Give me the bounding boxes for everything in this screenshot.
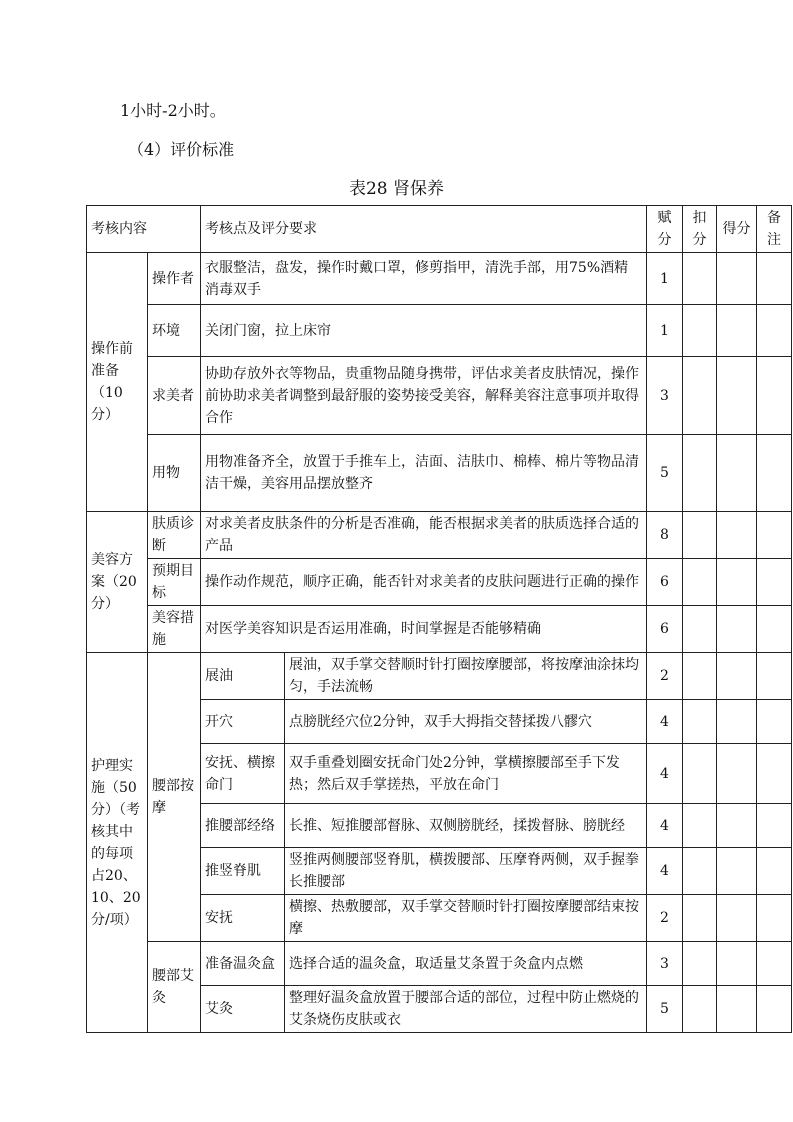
deduct-cell [683, 305, 717, 357]
note-cell [757, 512, 792, 559]
table-row [87, 559, 792, 606]
item-desc: 竖推两侧腰部竖脊肌，横拨腰部、压摩脊两侧，双手握拳长推腰部 [285, 848, 647, 895]
deduct-cell [683, 606, 717, 653]
get-cell [717, 559, 757, 606]
header-content: 考核内容 [87, 206, 201, 253]
item-desc: 双手重叠划圈安抚命门处2分钟，掌横擦腰部至手下发热；然后双手掌搓热，平放在命门 [285, 744, 647, 804]
get-cell [717, 895, 757, 942]
get-cell [717, 744, 757, 804]
table-row [87, 942, 792, 986]
deduct-cell [683, 357, 717, 435]
deduct-cell [683, 435, 717, 512]
item-score: 6 [647, 606, 683, 653]
note-cell [757, 559, 792, 606]
table-row [87, 357, 792, 435]
table-title: 表28 肾保养 [348, 179, 445, 199]
item-desc: 点膀胱经穴位2分钟，双手大拇指交替揉拨八髎穴 [285, 700, 647, 744]
table-row [87, 305, 792, 357]
get-cell [717, 848, 757, 895]
deduct-cell [683, 942, 717, 986]
note-cell [757, 435, 792, 512]
item-label: 安抚 [201, 895, 285, 942]
item-score: 2 [647, 653, 683, 700]
get-cell [717, 305, 757, 357]
note-cell [757, 700, 792, 744]
category-prep: 操作前准备（10分） [87, 253, 148, 512]
header-deduct: 扣分 [683, 206, 717, 253]
header-get: 得分 [717, 206, 757, 253]
deduct-cell [683, 700, 717, 744]
deduct-cell [683, 848, 717, 895]
item-label: 预期目标 [148, 559, 201, 606]
item-score: 5 [647, 986, 683, 1033]
deduct-cell [683, 986, 717, 1033]
item-label: 用物 [148, 435, 201, 512]
note-cell [757, 986, 792, 1033]
get-cell [717, 653, 757, 700]
item-desc: 操作动作规范，顺序正确，能否针对求美者的皮肤问题进行正确的操作 [201, 559, 647, 606]
evaluation-table [86, 205, 792, 1033]
item-desc: 衣服整洁，盘发，操作时戴口罩，修剪指甲，清洗手部，用75%酒精消毒双手 [201, 253, 647, 305]
item-score: 6 [647, 559, 683, 606]
item-desc: 协助存放外衣等物品，贵重物品随身携带，评估求美者皮肤情况，操作前协助求美者调整到最舒服的姿势接受美容，解释美容注意事项并取得合作 [201, 357, 647, 435]
table-row [87, 435, 792, 512]
item-score: 5 [647, 435, 683, 512]
item-desc: 横擦、热敷腰部，双手掌交替顺时针打圈按摩腰部结束按摩 [285, 895, 647, 942]
deduct-cell [683, 895, 717, 942]
note-cell [757, 606, 792, 653]
deduct-cell [683, 512, 717, 559]
item-score: 4 [647, 700, 683, 744]
item-label: 肤质诊断 [148, 512, 201, 559]
item-desc: 展油，双手掌交替顺时针打圈按摩腰部，将按摩油涂抹均匀，手法流畅 [285, 653, 647, 700]
get-cell [717, 512, 757, 559]
item-desc: 用物准备齐全，放置于手推车上，洁面、洁肤巾、棉棒、棉片等物品清洁干燥，美容用品摆放整齐 [201, 435, 647, 512]
item-score: 8 [647, 512, 683, 559]
item-label: 推竖脊肌 [201, 848, 285, 895]
note-cell [757, 253, 792, 305]
item-label: 求美者 [148, 357, 201, 435]
get-cell [717, 986, 757, 1033]
item-label: 安抚、横擦命门 [201, 744, 285, 804]
item-score: 2 [647, 895, 683, 942]
note-cell [757, 848, 792, 895]
get-cell [717, 357, 757, 435]
section-heading-evaluation: （4）评价标准 [128, 140, 235, 159]
item-label: 准备温灸盒 [201, 942, 285, 986]
intro-line-duration: 1小时-2小时。 [120, 101, 226, 120]
item-label: 艾灸 [201, 986, 285, 1033]
item-label: 环境 [148, 305, 201, 357]
get-cell [717, 804, 757, 848]
item-score: 4 [647, 744, 683, 804]
item-label: 推腰部经络 [201, 804, 285, 848]
note-cell [757, 895, 792, 942]
table-row [87, 606, 792, 653]
get-cell [717, 435, 757, 512]
item-score: 3 [647, 942, 683, 986]
deduct-cell [683, 653, 717, 700]
item-score: 4 [647, 848, 683, 895]
get-cell [717, 700, 757, 744]
table-row [87, 512, 792, 559]
subcategory-moxa: 腰部艾灸 [148, 942, 201, 1033]
deduct-cell [683, 253, 717, 305]
category-plan: 美容方案（20分） [87, 512, 148, 653]
item-label: 开穴 [201, 700, 285, 744]
note-cell [757, 804, 792, 848]
deduct-cell [683, 804, 717, 848]
get-cell [717, 942, 757, 986]
get-cell [717, 253, 757, 305]
category-care: 护理实施（50分）（考核其中的每项占20、10、20分/项） [87, 653, 148, 1033]
note-cell [757, 653, 792, 700]
note-cell [757, 357, 792, 435]
header-points: 考核点及评分要求 [201, 206, 647, 253]
item-desc: 对医学美容知识是否运用准确，时间掌握是否能够精确 [201, 606, 647, 653]
table-header-row [87, 206, 792, 253]
get-cell [717, 606, 757, 653]
item-label: 展油 [201, 653, 285, 700]
item-score: 1 [647, 305, 683, 357]
table-row [87, 653, 792, 700]
item-score: 4 [647, 804, 683, 848]
table-row [87, 253, 792, 305]
item-score: 1 [647, 253, 683, 305]
item-desc: 长推、短推腰部督脉、双侧膀胱经，揉拨督脉、膀胱经 [285, 804, 647, 848]
item-desc: 整理好温灸盒放置于腰部合适的部位，过程中防止燃烧的艾条烧伤皮肤或衣 [285, 986, 647, 1033]
item-desc: 选择合适的温灸盒，取适量艾条置于灸盒内点燃 [285, 942, 647, 986]
item-score: 3 [647, 357, 683, 435]
note-cell [757, 305, 792, 357]
item-label: 操作者 [148, 253, 201, 305]
deduct-cell [683, 744, 717, 804]
item-desc: 关闭门窗，拉上床帘 [201, 305, 647, 357]
note-cell [757, 942, 792, 986]
item-label: 美容措施 [148, 606, 201, 653]
header-note: 备注 [757, 206, 792, 253]
deduct-cell [683, 559, 717, 606]
item-desc: 对求美者皮肤条件的分析是否准确，能否根据求美者的肤质选择合适的产品 [201, 512, 647, 559]
header-score: 赋分 [647, 206, 683, 253]
subcategory-massage: 腰部按摩 [148, 653, 201, 942]
note-cell [757, 744, 792, 804]
